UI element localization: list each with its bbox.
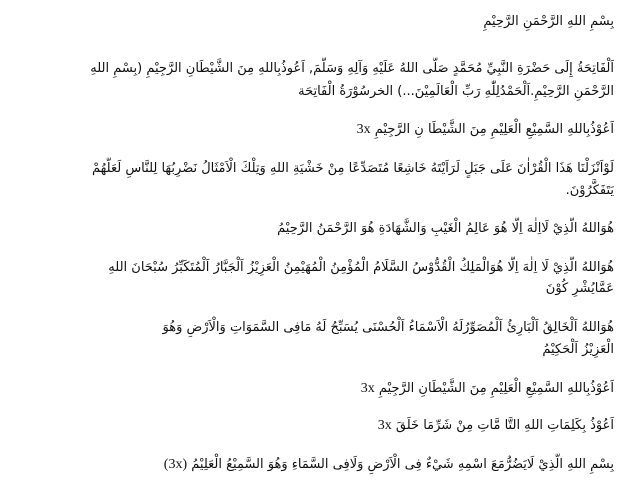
line-text: عَمَّايُشْرِ كُوْنَ (545, 281, 614, 296)
line-text: الْعَزِيْزُ اَلْحَكِيْمُ (542, 342, 614, 357)
line-text: هُوَاللهُ الَّذِيْ لَااِلٰهَ اِلَّا هُوَ عَالِمُ الْغَيْبِ وَالشَّهَادَةِ هُوَ الرَّحْمَنُ الرَّحِيْمُ (277, 221, 614, 236)
text-line-1 (84, 10, 614, 34)
repeat-count: 3x (377, 418, 392, 433)
line-text: الرَّحْمَنِ الرَّحِيْمِ.اَلْحَمْدُلِلّٰهِ رَبِّ الْعَالَمِيْنَ...) الخرسُوْرَةُ الْفَاتِحَة (298, 84, 614, 99)
line-text: اَعُوْذُبِاللهِ السَّمِيْعِ الْعَلِيْمِ مِنَ الشَّيْطَانِ الرَّجِيْمِ (378, 381, 614, 396)
text-line-12 (84, 377, 614, 401)
text-line-2 (84, 57, 614, 81)
line-text: اَعُوْذُبِاللهِ السَّمِيْعِ الْعَلِيْمِ مِنَ الشَّيْطَا نِ الرَّجِيْمِ (374, 122, 614, 137)
line-text: هُوَاللهُ اَلْخَالِقُ اَلْبَارِئُ اَلْمُصَوِّرُلَهُ الْاَسْمَاءُ اَلْحُسْنَى يُسَبِّحُ لَهُ مَافِى السَّمَوَاتِ وَالْاَرْضِ وَهُوَ (162, 320, 614, 335)
text-line-11 (84, 338, 614, 362)
text-line-10 (84, 316, 614, 340)
line-text: لَوْاَنْزَلْنَا هَذَا الْقُرْاٰنَ عَلَى جَبَلٍ لَرَاَيْتَهُ خَاشِعًا مُتَصَدِّعًا مِنْ خَشْيَةِ اللهِ وَتِلْكَ الْاَمْثَالُ نَضْرِبُهَا لِلنَّاسِ لَعَلَّهُمْ (92, 161, 614, 176)
text-line-13 (84, 414, 614, 438)
line-text: بِسْمِ اللهِ الرَّحْمَنِ الرَّحِيْمِ (483, 14, 614, 29)
text-line-14 (84, 453, 614, 477)
text-line-7 (84, 217, 614, 241)
text-line-4 (84, 118, 614, 142)
line-text: بِسْمِ اللهِ الَّذِيْ لَايَضُرُّمَعَ اسْمِهِ شَيْءٌ فِى الْاَرْضِ وَلَافِى السَّمَاءِ وَهُوَ السَّمِيْعُ الْعَلِيْمُ (191, 457, 614, 472)
repeat-count: (3x) (163, 457, 188, 472)
line-text: اَلْفَاتِحَةُ إِلَى حَضْرَةِ النَّبِيِّ مُحَمَّدٍ صَلَّى اللهُ عَلَيْهِ وَآلِهِ وَسَلَّمَ, اَعُوذُبِاللهِ مِنَ الشَّيْطَانِ الرَّجِيْمِ (بِسْمِ اللهِ (90, 61, 614, 76)
line-text: يَتَفَكَّرُوْنَ. (565, 183, 614, 198)
repeat-count: 3x (360, 381, 375, 396)
text-line-6 (84, 179, 614, 203)
repeat-count: 3x (356, 122, 371, 137)
text-line-5 (84, 157, 614, 181)
text-line-3 (84, 80, 614, 104)
line-text: هُوَاللهُ الَّذِيْ لَا اِلٰهَ اِلَّا هُوَالْمَلِكُ الْقُدُّوْسُ السَّلَامُ الْمُؤْمِنُ الْمُهَيْمِنُ الْعَزِيْزُ اَلْجَبَّارُ اَلْمُتَكَبِّرُ سُبْحَانَ اللهِ (108, 260, 614, 275)
line-text: اَعُوْذُ بِكَلِمَاتِ اللهِ التَّا مَّاتِ مِنْ شَرِّمَا خَلَقَ (395, 418, 614, 433)
text-line-9 (84, 277, 614, 301)
